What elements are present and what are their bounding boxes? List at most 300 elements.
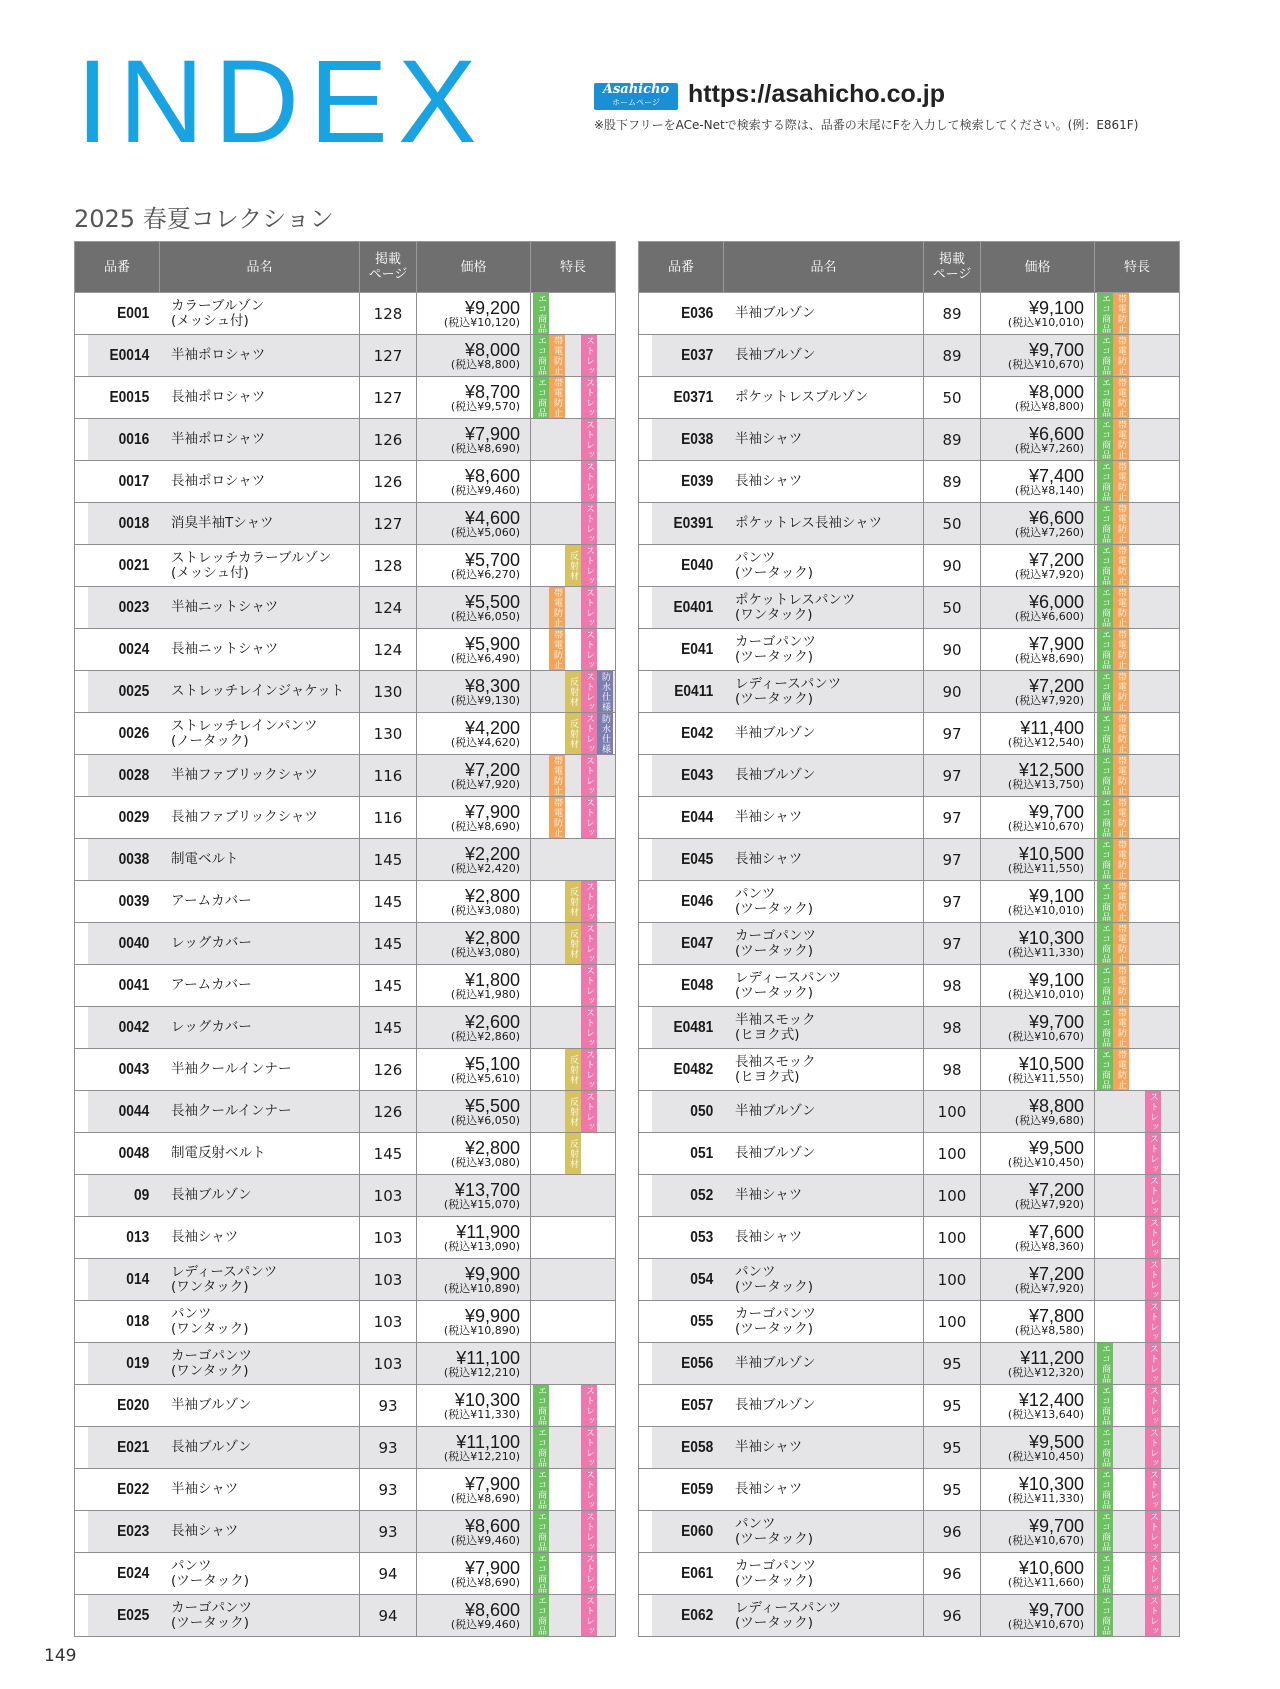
item-features <box>531 629 616 671</box>
item-name-line: ストレッチレインパンツ <box>171 717 318 734</box>
table-row[interactable] <box>75 1301 616 1343</box>
feature-tag-stretch: ストレッ <box>1145 1175 1161 1216</box>
feature-tag-stretch: ストレッ <box>1145 1427 1161 1468</box>
feature-tag-eco: エコ商品 <box>1097 1049 1113 1090</box>
price-tax-incl: (税込¥8,800) <box>450 357 520 371</box>
table-row[interactable] <box>639 755 1180 797</box>
item-name-line: パンツ <box>735 1263 776 1280</box>
item-features <box>531 1553 616 1595</box>
price-tax-incl: (税込¥10,670) <box>1007 1029 1084 1043</box>
table-row[interactable] <box>639 923 1180 965</box>
feature-tag-eco: エコ商品 <box>1097 293 1113 334</box>
item-price <box>981 461 1095 503</box>
table-row[interactable] <box>75 1091 616 1133</box>
item-code: 051 <box>650 1133 723 1175</box>
item-features <box>1095 965 1180 1007</box>
col-name-header: 品名 <box>160 242 360 293</box>
price-tax-incl: (税込¥8,690) <box>450 819 520 833</box>
item-features <box>531 1091 616 1133</box>
catalog-page: 96 <box>924 1553 981 1595</box>
item-features <box>1095 545 1180 587</box>
table-row[interactable] <box>75 377 616 419</box>
price-main: ¥1,800 <box>464 969 520 990</box>
item-name <box>724 1553 924 1595</box>
item-features <box>531 839 616 881</box>
item-price <box>417 335 531 377</box>
item-name-line: (ツータック) <box>735 690 814 707</box>
feature-tag-eco: エコ商品 <box>533 1385 549 1426</box>
feature-tag-stretch: ストレッ <box>581 461 597 502</box>
table-row[interactable] <box>639 1091 1180 1133</box>
feature-tag-eco: エコ商品 <box>1097 1343 1113 1384</box>
item-features <box>531 923 616 965</box>
catalog-page: 50 <box>924 503 981 545</box>
feature-tag-eco: エコ商品 <box>1097 335 1113 376</box>
catalog-page: 95 <box>924 1385 981 1427</box>
item-price <box>981 797 1095 839</box>
table-row[interactable] <box>75 1217 616 1259</box>
catalog-page: 127 <box>360 335 417 377</box>
item-name-line: 長袖ファブリックシャツ <box>171 809 318 825</box>
item-name <box>160 461 360 503</box>
price-main: ¥9,100 <box>1028 969 1084 990</box>
catalog-page: 50 <box>924 377 981 419</box>
catalog-page: 50 <box>924 587 981 629</box>
price-tax-incl: (税込¥1,980) <box>450 987 520 1001</box>
table-row[interactable] <box>639 671 1180 713</box>
item-price <box>417 1133 531 1175</box>
feature-tag-seiden: 帯電防止 <box>1113 629 1129 670</box>
price-tax-incl: (税込¥11,330) <box>1007 945 1084 959</box>
item-code: E042 <box>650 713 723 755</box>
feature-tag-stretch: ストレッ <box>1145 1133 1161 1174</box>
table-row[interactable] <box>639 839 1180 881</box>
item-code: 0044 <box>86 1091 159 1133</box>
item-features <box>1095 461 1180 503</box>
table-row[interactable] <box>639 335 1180 377</box>
item-code: E057 <box>650 1385 723 1427</box>
item-price <box>981 1427 1095 1469</box>
item-code: E044 <box>650 797 723 839</box>
item-code: E0482 <box>650 1049 723 1091</box>
feature-tag-stretch: ストレッ <box>581 1511 597 1552</box>
item-name <box>724 1175 924 1217</box>
feature-tag-seiden: 帯電防止 <box>1113 755 1129 796</box>
item-name <box>724 713 924 755</box>
item-price <box>417 797 531 839</box>
item-price <box>417 1049 531 1091</box>
table-row[interactable] <box>639 1385 1180 1427</box>
item-price <box>417 1217 531 1259</box>
item-code: E0401 <box>650 587 723 629</box>
item-code: E0411 <box>650 671 723 713</box>
price-tax-incl: (税込¥8,360) <box>1014 1239 1084 1253</box>
table-row[interactable] <box>639 713 1180 755</box>
table-row[interactable] <box>639 293 1180 335</box>
item-name <box>160 881 360 923</box>
item-name-line: (ツータック) <box>735 900 814 917</box>
item-code: E0371 <box>650 377 723 419</box>
item-code: E025 <box>86 1595 159 1637</box>
table-row[interactable] <box>75 881 616 923</box>
table-row[interactable] <box>639 1595 1180 1637</box>
table-row[interactable] <box>75 1595 616 1637</box>
table-row[interactable] <box>639 545 1180 587</box>
catalog-page: 103 <box>360 1301 417 1343</box>
price-tax-incl: (税込¥5,060) <box>450 525 520 539</box>
item-name <box>160 629 360 671</box>
price-main: ¥8,800 <box>1028 1095 1084 1116</box>
item-name-line: レッグカバー <box>171 935 252 951</box>
index-table-left <box>74 241 616 1637</box>
feature-tag-stretch: ストレッ <box>581 1469 597 1510</box>
price-main: ¥9,900 <box>464 1263 520 1284</box>
feature-tag-bousui: 防水仕様 <box>597 713 613 754</box>
table-row[interactable] <box>639 419 1180 461</box>
catalog-page: 124 <box>360 587 417 629</box>
price-main: ¥9,500 <box>1028 1431 1084 1452</box>
price-tax-incl: (税込¥6,490) <box>450 651 520 665</box>
table-row[interactable] <box>75 629 616 671</box>
feature-tag-stretch: ストレッ <box>1145 1091 1161 1132</box>
catalog-page: 97 <box>924 839 981 881</box>
item-name <box>160 545 360 587</box>
item-name <box>160 1511 360 1553</box>
item-code: 018 <box>86 1301 159 1343</box>
asahicho-logo[interactable] <box>594 83 678 110</box>
table-row[interactable] <box>639 503 1180 545</box>
price-tax-incl: (税込¥3,080) <box>450 945 520 959</box>
table-row[interactable] <box>639 1175 1180 1217</box>
table-row[interactable] <box>639 797 1180 839</box>
table-row[interactable] <box>75 1469 616 1511</box>
price-main: ¥6,600 <box>1028 507 1084 528</box>
table-row[interactable] <box>75 1427 616 1469</box>
item-name-line: パンツ <box>735 885 776 902</box>
item-features <box>531 1049 616 1091</box>
item-price <box>981 881 1095 923</box>
catalog-page: 97 <box>924 923 981 965</box>
price-tax-incl: (税込¥11,550) <box>1007 861 1084 875</box>
item-name <box>160 671 360 713</box>
table-row[interactable] <box>639 629 1180 671</box>
table-row[interactable] <box>75 545 616 587</box>
price-main: ¥7,200 <box>464 759 520 780</box>
feature-tag-eco: エコ商品 <box>1097 461 1113 502</box>
item-name <box>160 377 360 419</box>
feature-tag-stretch: ストレッ <box>581 1007 597 1048</box>
item-price <box>981 335 1095 377</box>
item-name-line: 半袖クールインナー <box>171 1061 292 1077</box>
price-tax-incl: (税込¥6,600) <box>1014 609 1084 623</box>
table-row[interactable] <box>75 1553 616 1595</box>
item-name-line: カーゴパンツ <box>171 1347 252 1364</box>
item-name <box>160 587 360 629</box>
price-main: ¥2,800 <box>464 885 520 906</box>
price-tax-incl: (税込¥6,270) <box>450 567 520 581</box>
item-price <box>981 293 1095 335</box>
item-price <box>981 1007 1095 1049</box>
table-row[interactable] <box>75 797 616 839</box>
price-main: ¥9,700 <box>1028 1599 1084 1620</box>
item-price <box>417 965 531 1007</box>
table-row[interactable] <box>75 1049 616 1091</box>
website-url[interactable]: https://asahicho.co.jp <box>688 80 945 108</box>
item-code: E056 <box>650 1343 723 1385</box>
table-row[interactable] <box>75 671 616 713</box>
table-row[interactable] <box>639 1133 1180 1175</box>
item-name <box>724 377 924 419</box>
item-name <box>724 587 924 629</box>
table-row[interactable] <box>75 1259 616 1301</box>
feature-tag-seiden: 帯電防止 <box>1113 461 1129 502</box>
item-features <box>1095 713 1180 755</box>
item-name <box>160 1259 360 1301</box>
table-row[interactable] <box>639 1301 1180 1343</box>
item-name-line: パンツ <box>735 549 776 566</box>
feature-tag-seiden: 帯電防止 <box>1113 965 1129 1006</box>
item-price <box>981 1595 1095 1637</box>
price-tax-incl: (税込¥9,460) <box>450 1617 520 1631</box>
item-name-line: (ツータック) <box>171 1572 250 1589</box>
feature-tag-eco: エコ商品 <box>1097 503 1113 544</box>
item-price <box>417 419 531 461</box>
table-row[interactable] <box>75 419 616 461</box>
price-main: ¥11,100 <box>456 1347 520 1368</box>
table-row[interactable] <box>75 503 616 545</box>
price-main: ¥8,000 <box>1028 381 1084 402</box>
item-price <box>981 1175 1095 1217</box>
table-row[interactable] <box>639 1553 1180 1595</box>
index-table-right <box>638 241 1180 1637</box>
price-main: ¥4,200 <box>464 717 520 738</box>
col-code-header: 品番 <box>75 242 160 293</box>
feature-tag-stretch: ストレッ <box>581 1427 597 1468</box>
item-name-line: 長袖シャツ <box>735 1229 803 1245</box>
price-main: ¥8,600 <box>464 1599 520 1620</box>
item-features <box>531 293 616 335</box>
item-name <box>724 1343 924 1385</box>
item-features <box>1095 587 1180 629</box>
price-main: ¥5,500 <box>464 591 520 612</box>
table-row[interactable] <box>75 1175 616 1217</box>
item-price <box>981 377 1095 419</box>
item-name-line: 半袖ブルゾン <box>171 1397 252 1413</box>
catalog-page: 145 <box>360 1133 417 1175</box>
item-name <box>724 1469 924 1511</box>
item-name <box>160 1175 360 1217</box>
feature-tag-eco: エコ商品 <box>1097 377 1113 418</box>
item-name-line: 半袖ブルゾン <box>735 1355 816 1371</box>
col-page-header: 掲載 ページ <box>924 242 981 293</box>
col-name-header: 品名 <box>724 242 924 293</box>
table-row[interactable] <box>639 377 1180 419</box>
feature-tag-stretch: ストレッ <box>581 1091 597 1132</box>
price-main: ¥5,700 <box>464 549 520 570</box>
price-main: ¥11,400 <box>1020 717 1084 738</box>
table-row[interactable] <box>75 1133 616 1175</box>
feature-tag-hansha: 反射材 <box>565 1049 581 1090</box>
catalog-page: 95 <box>924 1469 981 1511</box>
item-name-line: カーゴパンツ <box>171 1599 252 1616</box>
item-code: 052 <box>650 1175 723 1217</box>
item-name <box>160 1385 360 1427</box>
catalog-page: 97 <box>924 713 981 755</box>
item-price <box>981 419 1095 461</box>
table-row[interactable] <box>75 1385 616 1427</box>
price-main: ¥8,600 <box>464 465 520 486</box>
item-price <box>981 1385 1095 1427</box>
item-price <box>417 1385 531 1427</box>
item-features <box>531 1175 616 1217</box>
table-row[interactable] <box>639 1259 1180 1301</box>
item-name-line: 半袖シャツ <box>171 1481 239 1497</box>
item-price <box>981 1133 1095 1175</box>
catalog-page: 96 <box>924 1511 981 1553</box>
feature-tag-seiden: 帯電防止 <box>1113 881 1129 922</box>
price-main: ¥7,900 <box>464 1557 520 1578</box>
item-price <box>981 545 1095 587</box>
price-main: ¥2,600 <box>464 1011 520 1032</box>
item-price <box>981 503 1095 545</box>
item-features <box>1095 1133 1180 1175</box>
item-code: 013 <box>86 1217 159 1259</box>
item-name-line: 長袖スモック <box>735 1053 816 1070</box>
table-row[interactable] <box>639 1343 1180 1385</box>
item-code: 0024 <box>86 629 159 671</box>
table-row[interactable] <box>639 881 1180 923</box>
item-code: 0016 <box>86 419 159 461</box>
item-price <box>417 1091 531 1133</box>
table-row[interactable] <box>75 713 616 755</box>
item-name-line: 長袖ブルゾン <box>171 1187 252 1203</box>
item-features <box>1095 839 1180 881</box>
item-name <box>724 1595 924 1637</box>
item-name-line: 半袖シャツ <box>735 1439 803 1455</box>
item-name-line: 半袖シャツ <box>735 1187 803 1203</box>
item-features <box>1095 1469 1180 1511</box>
item-code: 0041 <box>86 965 159 1007</box>
price-main: ¥6,600 <box>1028 423 1084 444</box>
item-features <box>531 503 616 545</box>
item-name <box>724 293 924 335</box>
item-code: E047 <box>650 923 723 965</box>
feature-tag-stretch: ストレッ <box>581 587 597 628</box>
feature-tag-stretch: ストレッ <box>1145 1343 1161 1384</box>
price-main: ¥6,000 <box>1028 591 1084 612</box>
feature-tag-stretch: ストレッ <box>1145 1511 1161 1552</box>
price-main: ¥7,800 <box>1028 1305 1084 1326</box>
price-main: ¥5,900 <box>464 633 520 654</box>
table-row[interactable] <box>639 587 1180 629</box>
table-row[interactable] <box>75 587 616 629</box>
table-row[interactable] <box>639 1511 1180 1553</box>
table-row[interactable] <box>639 1217 1180 1259</box>
item-name <box>160 755 360 797</box>
table-row[interactable] <box>639 1007 1180 1049</box>
table-row[interactable] <box>75 1511 616 1553</box>
item-name-line: (ワンタック) <box>171 1320 249 1337</box>
feature-tag-seiden: 帯電防止 <box>549 629 565 670</box>
table-row[interactable] <box>75 1007 616 1049</box>
item-code: 050 <box>650 1091 723 1133</box>
feature-tag-eco: エコ商品 <box>533 1511 549 1552</box>
table-row[interactable] <box>75 335 616 377</box>
item-code: E043 <box>650 755 723 797</box>
price-tax-incl: (税込¥9,570) <box>450 399 520 413</box>
table-row[interactable] <box>639 965 1180 1007</box>
feature-tag-stretch: ストレッ <box>581 419 597 460</box>
item-features <box>1095 671 1180 713</box>
table-row[interactable] <box>75 461 616 503</box>
item-name-line: 制電反射ベルト <box>171 1145 266 1161</box>
item-price <box>417 1595 531 1637</box>
table-row[interactable] <box>639 1049 1180 1091</box>
catalog-page: 89 <box>924 293 981 335</box>
table-row[interactable] <box>75 1343 616 1385</box>
price-tax-incl: (税込¥11,660) <box>1007 1575 1084 1589</box>
price-tax-incl: (税込¥10,890) <box>443 1281 520 1295</box>
item-name <box>724 1133 924 1175</box>
table-row[interactable] <box>639 461 1180 503</box>
price-tax-incl: (税込¥7,920) <box>1014 567 1084 581</box>
feature-tag-eco: エコ商品 <box>1097 1595 1113 1636</box>
price-main: ¥7,600 <box>1028 1221 1084 1242</box>
item-price <box>417 1469 531 1511</box>
price-main: ¥7,200 <box>1028 549 1084 570</box>
item-name-line: レディースパンツ <box>735 1599 842 1616</box>
table-row[interactable] <box>75 293 616 335</box>
index-title: INDEX <box>76 36 487 168</box>
item-features <box>531 1595 616 1637</box>
price-tax-incl: (税込¥9,680) <box>1014 1113 1084 1127</box>
item-code: 0023 <box>86 587 159 629</box>
col-price-header: 価格 <box>417 242 531 293</box>
price-tax-incl: (税込¥12,210) <box>443 1365 520 1379</box>
feature-tag-stretch: ストレッ <box>1145 1301 1161 1342</box>
price-main: ¥12,400 <box>1018 1389 1084 1410</box>
item-code: 055 <box>650 1301 723 1343</box>
feature-tag-seiden: 帯電防止 <box>1113 923 1129 964</box>
table-row[interactable] <box>639 1427 1180 1469</box>
feature-tag-eco: エコ商品 <box>533 1595 549 1636</box>
item-code: E020 <box>86 1385 159 1427</box>
price-main: ¥9,200 <box>464 297 520 318</box>
item-features <box>1095 755 1180 797</box>
item-name <box>160 1049 360 1091</box>
table-row[interactable] <box>75 923 616 965</box>
price-main: ¥7,200 <box>1028 1263 1084 1284</box>
item-code: E045 <box>650 839 723 881</box>
item-name-line: (ツータック) <box>171 1614 250 1631</box>
table-row[interactable] <box>639 1469 1180 1511</box>
price-tax-incl: (税込¥10,010) <box>1007 903 1084 917</box>
catalog-page: 100 <box>924 1133 981 1175</box>
catalog-page: 145 <box>360 923 417 965</box>
feature-tag-eco: エコ商品 <box>1097 797 1113 838</box>
table-row[interactable] <box>75 755 616 797</box>
item-code: E0015 <box>86 377 159 419</box>
table-row[interactable] <box>75 965 616 1007</box>
item-price <box>981 1553 1095 1595</box>
item-code: 0038 <box>86 839 159 881</box>
catalog-page: 126 <box>360 1091 417 1133</box>
item-name-line: カーゴパンツ <box>735 633 816 650</box>
price-main: ¥10,300 <box>1018 1473 1084 1494</box>
item-name-line: カラーブルゾン <box>171 297 265 314</box>
item-name <box>724 545 924 587</box>
table-row[interactable] <box>75 839 616 881</box>
